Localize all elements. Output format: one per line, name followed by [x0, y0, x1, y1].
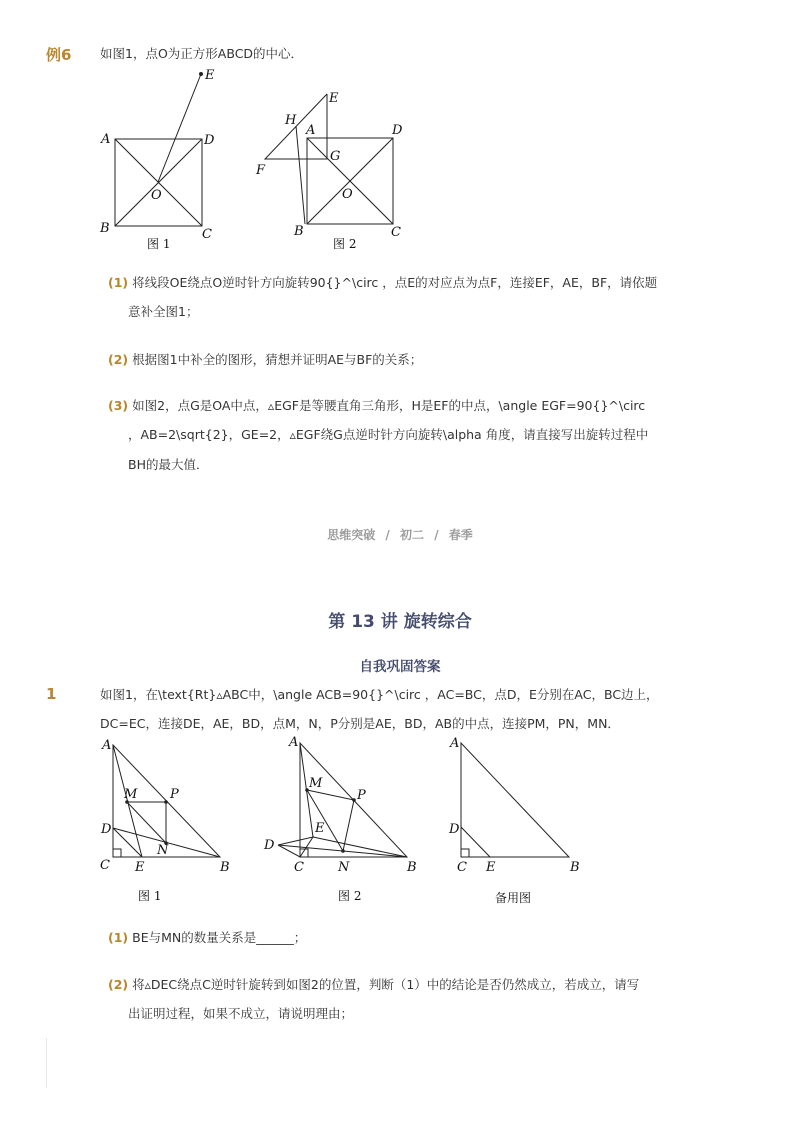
problem-stem-line2: DC=EC，连接DE，AE，BD，点M，N，P分别是AE，BD，AB的中点，连接PM，PN，MN．: [100, 716, 620, 731]
problem-figure-3: [443, 733, 593, 875]
problem-question-1: [108, 928, 306, 946]
label-f: F: [256, 163, 266, 178]
label-b: B: [220, 860, 230, 875]
question-1: [108, 273, 657, 291]
question-text: 将▵DEC绕点C逆时针旋转到如图2的位置，判断（1）中的结论是否仍然成立，若成立，请写: [132, 977, 640, 992]
question-number: (1): [108, 275, 129, 290]
label-h: H: [285, 113, 297, 128]
problem-question-2-cont: 出证明过程，如果不成立，请说明理由；: [128, 1006, 354, 1021]
geometry-mark: [164, 800, 168, 804]
segment-bh: [296, 126, 305, 224]
problem-figure-2: [262, 733, 422, 875]
label-b: B: [570, 860, 580, 875]
triangle-abc: [461, 743, 569, 857]
question-text: 如图2，点G是OA中点，▵EGF是等腰直角三角形，H是EF的中点，\angle EGF=90{}^\circ: [132, 398, 646, 413]
figure-1-caption: 图 1: [147, 237, 171, 251]
problem-label: 1: [46, 685, 57, 703]
label-e: E: [486, 860, 496, 875]
label-e: E: [135, 860, 145, 875]
problem-figure-1: [95, 735, 235, 875]
problem-question-2: [108, 975, 639, 993]
problem-stem-line1: 如图1，在\text{Rt}▵ABC中，\angle ACB=90{}^\circ ，AC=BC，点D，E分别在AC，BC边上，: [100, 687, 659, 702]
lecture-title: 第 13 讲 旋转综合: [328, 612, 472, 632]
footer-sep: /: [434, 528, 439, 542]
footer-grade: 初二: [399, 528, 424, 542]
page-footer: [0, 526, 800, 543]
question-text: BE与MN的数量关系是______；: [132, 930, 307, 945]
right-angle-mark: [113, 849, 121, 857]
label-o: O: [342, 187, 353, 202]
label-b: B: [407, 860, 417, 875]
right-angle-mark: [461, 849, 469, 857]
footer-course: 思维突破: [327, 528, 376, 542]
figure-2-square: [252, 84, 417, 244]
label-b: B: [294, 224, 304, 239]
label-d: D: [264, 838, 275, 853]
footer-term: 春季: [448, 528, 473, 542]
segment-oe: [158, 74, 201, 182]
question-text: 将线段OE绕点O逆时针方向旋转90{}^\circ ，点E的对应点为点F，连接EF，AE，BF，请依题: [132, 275, 658, 290]
label-p: P: [170, 787, 179, 802]
geometry-mark: [341, 849, 345, 853]
segment-de: [461, 827, 490, 857]
problem-figure-3-caption: 备用图: [495, 891, 532, 905]
question-text: 根据图1中补全的图形，猜想并证明AE与BF的关系；: [132, 352, 423, 367]
label-d: D: [101, 822, 112, 837]
label-d: D: [449, 822, 460, 837]
question-number: (2): [108, 352, 129, 367]
question-number: (3): [108, 398, 129, 413]
label-p: P: [357, 788, 366, 803]
example-label: 例6: [46, 46, 72, 64]
geometry-mark: [352, 798, 356, 802]
label-a: A: [289, 735, 299, 750]
label-c: C: [294, 860, 304, 875]
label-m: M: [124, 787, 138, 802]
question-number: (1): [108, 930, 129, 945]
label-c: C: [202, 227, 212, 242]
point-e: [199, 72, 203, 76]
label-c: C: [391, 225, 401, 240]
label-c: C: [457, 860, 467, 875]
segment-be: [313, 837, 407, 857]
footer-sep: /: [385, 528, 390, 542]
label-e: E: [329, 91, 339, 106]
label-a: A: [102, 738, 112, 753]
example-stem: 如图1，点O为正方形ABCD的中心．: [100, 46, 304, 61]
label-n: N: [157, 843, 169, 858]
question-2: [108, 350, 422, 368]
label-a: A: [101, 132, 111, 147]
figure-2-caption: 图 2: [333, 237, 357, 251]
label-e: E: [315, 821, 325, 836]
problem-figure-2-caption: 图 2: [338, 889, 362, 903]
question-number: (2): [108, 977, 129, 992]
label-n: N: [338, 860, 350, 875]
question-3: [108, 396, 645, 414]
margin-rule: [46, 1038, 47, 1088]
problem-figure-1-caption: 图 1: [138, 889, 162, 903]
label-d: D: [204, 133, 215, 148]
label-a: A: [306, 123, 316, 138]
label-b: B: [100, 221, 110, 236]
label-g: G: [330, 149, 341, 164]
label-e: E: [205, 68, 215, 83]
label-c: C: [100, 858, 110, 873]
section-title: 自我巩固答案: [359, 659, 441, 675]
question-1-cont: 意补全图1；: [128, 304, 199, 319]
label-a: A: [450, 736, 460, 751]
question-3-cont2: BH的最大值．: [128, 457, 209, 472]
label-d: D: [392, 123, 403, 138]
question-3-cont: ，AB=2\sqrt{2}，GE=2，▵EGF绕G点逆时针方向旋转\alpha 角度，请直接写出旋转过程中: [128, 427, 649, 442]
figure-1-square: [95, 62, 230, 252]
label-o: O: [151, 188, 162, 203]
label-m: M: [309, 776, 323, 791]
